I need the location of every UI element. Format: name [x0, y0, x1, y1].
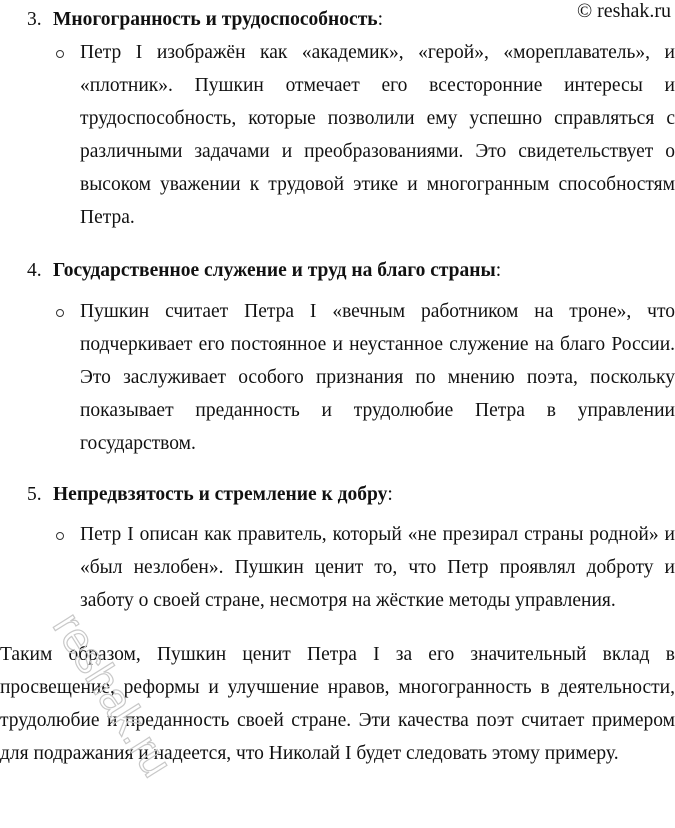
section-colon: : [377, 9, 383, 30]
bullet-item [55, 518, 675, 617]
hollow-circle-bullet-icon [56, 309, 64, 317]
section-number: 3. [27, 9, 42, 30]
copyright-watermark: © reshak.ru [576, 0, 671, 22]
bullet-item [55, 295, 675, 460]
watermark-text: reshak.ru [43, 604, 182, 786]
hollow-circle-bullet-icon [56, 532, 64, 540]
section-heading-4 [27, 259, 501, 283]
section-number: 4. [27, 260, 42, 281]
section-heading-5 [27, 483, 393, 507]
section-title: Многогранность и трудоспособность [53, 9, 378, 30]
hollow-circle-bullet-icon [56, 50, 64, 58]
section-colon: : [387, 484, 393, 505]
bullet-text: Петр I изображён как «академик», «герой», «мореплаватель», и «плотник». Пушкин отмечает его всесторонние интересы и трудоспособность, которые позволили ему успешно справляться с различными задачами и преобразованиями. Это свидетельствует о высоком уважении к трудовой этике и многогранным способностям Петра. [80, 42, 675, 228]
conclusion-paragraph: Таким образом, Пушкин ценит Петра I за его значительный вклад в просвещение, реформы и улучшение нравов, многогранность в деятельности, трудолюбие и преданность своей стране. Эти качества поэт считает примером для подражания и надеется, что Николай I будет следовать этому примеру. [0, 644, 675, 764]
section-title: Непредвзятость и стремление к добру [53, 484, 388, 505]
section-number: 5. [27, 484, 42, 505]
section-title: Государственное служение и труд на благо страны [53, 260, 496, 281]
bullet-item [55, 36, 675, 234]
bullet-text: Пушкин считает Петра I «вечным работником на троне», что подчеркивает его постоянное и неустанное служение на благо России. Это заслуживает особого признания по мнению поэта, поскольку показывает преданность и трудолюбие Петра в управлении государством. [80, 301, 675, 454]
section-colon: : [495, 260, 502, 281]
bullet-text: Петр I описан как правитель, который «не презирал страны родной» и «был незлобен». Пушкин ценит то, что Петр проявлял доброту и заботу о своей стране, несмотря на жёсткие методы управления. [80, 524, 675, 611]
section-heading-3 [27, 8, 383, 32]
